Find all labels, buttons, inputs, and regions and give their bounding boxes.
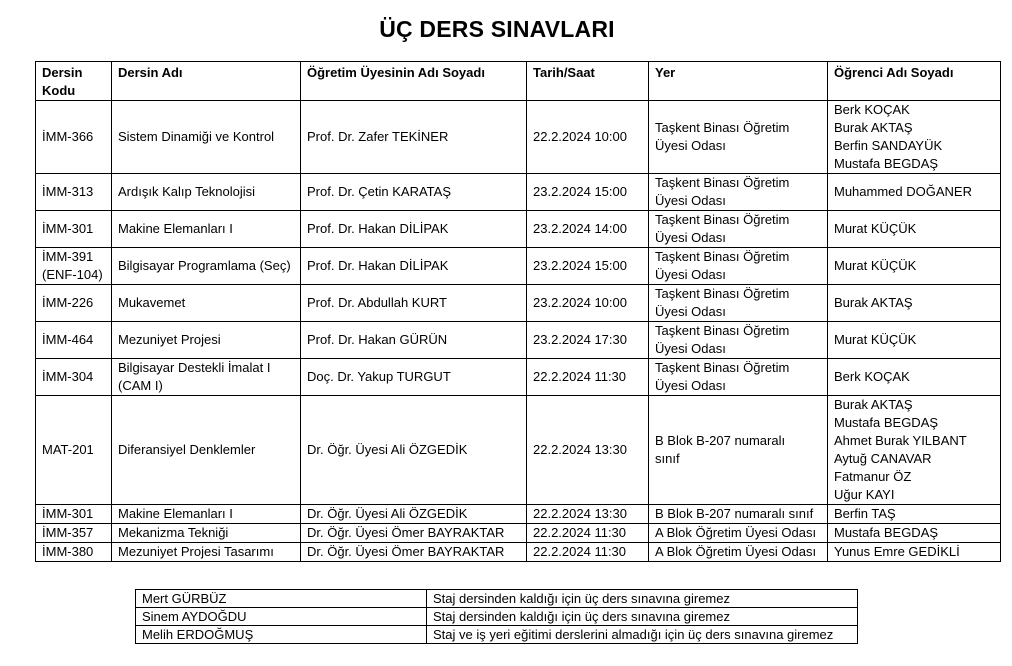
date-time-cell: 22.2.2024 11:30 xyxy=(527,543,649,562)
instructor-cell: Prof. Dr. Abdullah KURT xyxy=(301,285,527,322)
students-cell xyxy=(828,101,1001,174)
location-cell: A Blok Öğretim Üyesi Odası xyxy=(649,543,828,562)
course-name-cell: Mekanizma Tekniği xyxy=(112,524,301,543)
students-cell xyxy=(828,505,1001,524)
date-time-cell: 23.2.2024 10:00 xyxy=(527,285,649,322)
table-row xyxy=(36,285,1001,322)
date-time-cell: 23.2.2024 15:00 xyxy=(527,248,649,285)
student-name: Berk KOÇAK xyxy=(834,369,910,384)
header-course-code: Dersin Kodu xyxy=(36,62,112,101)
student-name: Burak AKTAŞ xyxy=(834,295,913,310)
exam-table xyxy=(35,61,1001,562)
course-code-cell: İMM-301 xyxy=(36,211,112,248)
date-time-cell: 22.2.2024 13:30 xyxy=(527,505,649,524)
student-name: Berfin SANDAYÜK xyxy=(834,138,943,153)
location-cell: Taşkent Binası Öğretim Üyesi Odası xyxy=(649,359,828,396)
student-name: Murat KÜÇÜK xyxy=(834,258,917,273)
instructor-cell: Prof. Dr. Hakan DİLİPAK xyxy=(301,211,527,248)
course-name-cell: Bilgisayar Destekli İmalat I (CAM I) xyxy=(112,359,301,396)
header-course-name: Dersin Adı xyxy=(112,62,301,101)
note-reason: Staj ve iş yeri eğitimi derslerini almadığı için üç ders sınavına giremez xyxy=(427,626,858,644)
table-header-row xyxy=(36,62,1001,101)
course-code-cell: İMM-464 xyxy=(36,322,112,359)
instructor-cell: Prof. Dr. Hakan GÜRÜN xyxy=(301,322,527,359)
table-row xyxy=(36,248,1001,285)
course-name-cell: Makine Elemanları I xyxy=(112,211,301,248)
students-cell xyxy=(828,524,1001,543)
instructor-cell: Dr. Öğr. Üyesi Ali ÖZGEDİK xyxy=(301,505,527,524)
student-name: Berk KOÇAK xyxy=(834,102,910,117)
instructor-cell: Dr. Öğr. Üyesi Ömer BAYRAKTAR xyxy=(301,524,527,543)
student-name: Mustafa BEGDAŞ xyxy=(834,525,939,540)
student-name: Aytuğ CANAVAR xyxy=(834,451,932,466)
header-students: Öğrenci Adı Soyadı xyxy=(828,62,1001,101)
location-cell: Taşkent Binası Öğretim Üyesi Odası xyxy=(649,101,828,174)
location-cell: Taşkent Binası Öğretim Üyesi Odası xyxy=(649,248,828,285)
course-name-cell: Mukavemet xyxy=(112,285,301,322)
course-name-cell: Mezuniyet Projesi Tasarımı xyxy=(112,543,301,562)
notes-table xyxy=(135,589,858,644)
course-code-cell: İMM-380 xyxy=(36,543,112,562)
course-name-cell: Bilgisayar Programlama (Seç) xyxy=(112,248,301,285)
table-row xyxy=(36,322,1001,359)
header-instructor: Öğretim Üyesinin Adı Soyadı xyxy=(301,62,527,101)
course-code-cell: İMM-357 xyxy=(36,524,112,543)
date-time-cell: 22.2.2024 13:30 xyxy=(527,396,649,505)
table-row xyxy=(36,524,1001,543)
date-time-cell: 22.2.2024 10:00 xyxy=(527,101,649,174)
date-time-cell: 23.2.2024 14:00 xyxy=(527,211,649,248)
location-cell: Taşkent Binası Öğretim Üyesi Odası xyxy=(649,211,828,248)
note-row xyxy=(136,590,858,608)
student-name: Murat KÜÇÜK xyxy=(834,221,917,236)
table-row xyxy=(36,211,1001,248)
students-cell xyxy=(828,211,1001,248)
instructor-cell: Doç. Dr. Yakup TURGUT xyxy=(301,359,527,396)
course-name-cell: Sistem Dinamiği ve Kontrol xyxy=(112,101,301,174)
course-code-cell: İMM-391 (ENF-104) xyxy=(36,248,112,285)
student-name: Burak AKTAŞ xyxy=(834,120,913,135)
instructor-cell: Dr. Öğr. Üyesi Ali ÖZGEDİK xyxy=(301,396,527,505)
table-row xyxy=(36,505,1001,524)
instructor-cell: Prof. Dr. Zafer TEKİNER xyxy=(301,101,527,174)
instructor-cell: Prof. Dr. Hakan DİLİPAK xyxy=(301,248,527,285)
note-student-name: Sinem AYDOĞDU xyxy=(136,608,427,626)
course-name-cell: Mezuniyet Projesi xyxy=(112,322,301,359)
date-time-cell: 22.2.2024 11:30 xyxy=(527,359,649,396)
table-row xyxy=(36,359,1001,396)
student-name: Ahmet Burak YILBANT xyxy=(834,433,967,448)
note-row xyxy=(136,626,858,644)
date-time-cell: 22.2.2024 11:30 xyxy=(527,524,649,543)
students-cell xyxy=(828,359,1001,396)
note-student-name: Melih ERDOĞMUŞ xyxy=(136,626,427,644)
instructor-cell: Dr. Öğr. Üyesi Ömer BAYRAKTAR xyxy=(301,543,527,562)
table-row xyxy=(36,101,1001,174)
students-cell xyxy=(828,543,1001,562)
location-cell: B Blok B-207 numaralı sınıf xyxy=(649,505,828,524)
student-name: Mustafa BEGDAŞ xyxy=(834,156,939,171)
course-code-cell: İMM-301 xyxy=(36,505,112,524)
students-cell xyxy=(828,285,1001,322)
location-cell: A Blok Öğretim Üyesi Odası xyxy=(649,524,828,543)
header-date-time: Tarih/Saat xyxy=(527,62,649,101)
page-title: ÜÇ DERS SINAVLARI xyxy=(379,16,615,42)
location-cell: Taşkent Binası Öğretim Üyesi Odası xyxy=(649,174,828,211)
date-time-cell: 23.2.2024 15:00 xyxy=(527,174,649,211)
student-name: Mustafa BEGDAŞ xyxy=(834,415,939,430)
student-name: Yunus Emre GEDİKLİ xyxy=(834,544,960,559)
student-name: Fatmanur ÖZ xyxy=(834,469,912,484)
instructor-cell: Prof. Dr. Çetin KARATAŞ xyxy=(301,174,527,211)
course-name-cell: Ardışık Kalıp Teknolojisi xyxy=(112,174,301,211)
student-name: Muhammed DOĞANER xyxy=(834,184,972,199)
note-reason: Staj dersinden kaldığı için üç ders sınavına giremez xyxy=(427,590,858,608)
course-code-cell: İMM-226 xyxy=(36,285,112,322)
date-time-cell: 23.2.2024 17:30 xyxy=(527,322,649,359)
location-cell: Taşkent Binası Öğretim Üyesi Odası xyxy=(649,285,828,322)
table-row xyxy=(36,396,1001,505)
table-row xyxy=(36,174,1001,211)
course-code-cell: İMM-313 xyxy=(36,174,112,211)
location-cell: B Blok B-207 numaralı sınıf xyxy=(649,396,828,505)
note-student-name: Mert GÜRBÜZ xyxy=(136,590,427,608)
location-cell: Taşkent Binası Öğretim Üyesi Odası xyxy=(649,322,828,359)
note-row xyxy=(136,608,858,626)
students-cell xyxy=(828,396,1001,505)
course-code-cell: MAT-201 xyxy=(36,396,112,505)
student-name: Uğur KAYI xyxy=(834,487,895,502)
course-code-cell: İMM-304 xyxy=(36,359,112,396)
course-name-cell: Diferansiyel Denklemler xyxy=(112,396,301,505)
students-cell xyxy=(828,248,1001,285)
student-name: Berfin TAŞ xyxy=(834,506,896,521)
course-name-cell: Makine Elemanları I xyxy=(112,505,301,524)
table-row xyxy=(36,543,1001,562)
student-name: Burak AKTAŞ xyxy=(834,397,913,412)
students-cell xyxy=(828,174,1001,211)
note-reason: Staj dersinden kaldığı için üç ders sınavına giremez xyxy=(427,608,858,626)
student-name: Murat KÜÇÜK xyxy=(834,332,917,347)
header-location: Yer xyxy=(649,62,828,101)
course-code-cell: İMM-366 xyxy=(36,101,112,174)
students-cell xyxy=(828,322,1001,359)
